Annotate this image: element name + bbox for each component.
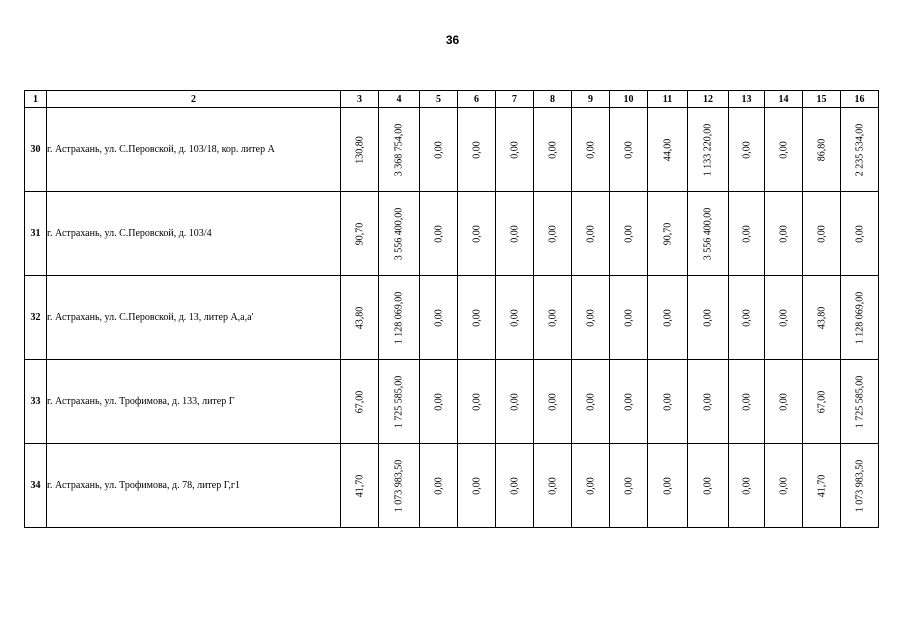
value-cell — [572, 444, 610, 528]
value-cell — [341, 444, 379, 528]
row-number: 33 — [25, 360, 47, 444]
value-text: 0,00 — [585, 140, 596, 159]
value-text: 41,70 — [816, 474, 827, 497]
value-cell — [648, 276, 688, 360]
value-cell — [765, 192, 803, 276]
value-cell — [534, 276, 572, 360]
value-text: 41,70 — [354, 474, 365, 497]
value-cell — [841, 276, 879, 360]
column-header: 13 — [729, 91, 765, 108]
value-cell — [420, 192, 458, 276]
value-cell — [420, 108, 458, 192]
value-text: 0,00 — [509, 392, 520, 411]
value-text: 0,00 — [547, 476, 558, 495]
column-header: 15 — [803, 91, 841, 108]
value-cell — [688, 360, 729, 444]
column-header: 12 — [688, 91, 729, 108]
value-cell — [379, 444, 420, 528]
value-cell — [572, 276, 610, 360]
value-text: 0,00 — [471, 392, 482, 411]
value-text: 3 368 754,00 — [393, 123, 405, 176]
value-text: 0,00 — [778, 392, 789, 411]
value-cell — [420, 444, 458, 528]
column-header: 2 — [47, 91, 341, 108]
address-cell: г. Астрахань, ул. Трофимова, д. 133, литер Г — [47, 360, 341, 444]
value-text: 1 073 983,50 — [854, 459, 865, 512]
value-text: 1 133 220,00 — [702, 123, 714, 176]
value-cell — [341, 276, 379, 360]
value-text: 0,00 — [433, 224, 444, 243]
value-cell — [765, 360, 803, 444]
value-cell — [341, 192, 379, 276]
value-text: 67,00 — [354, 390, 365, 413]
value-cell — [496, 276, 534, 360]
value-cell — [420, 360, 458, 444]
value-cell — [803, 192, 841, 276]
value-text: 3 556 400,00 — [393, 207, 405, 260]
value-cell — [496, 108, 534, 192]
value-cell — [458, 108, 496, 192]
value-cell — [458, 444, 496, 528]
row-number: 32 — [25, 276, 47, 360]
value-cell — [572, 360, 610, 444]
value-text: 0,00 — [662, 392, 673, 411]
value-cell — [648, 108, 688, 192]
value-text: 0,00 — [662, 476, 673, 495]
value-cell — [765, 444, 803, 528]
value-cell — [610, 192, 648, 276]
column-header: 10 — [610, 91, 648, 108]
value-cell — [496, 192, 534, 276]
value-text: 0,00 — [585, 224, 596, 243]
value-text: 130,80 — [354, 135, 365, 164]
value-cell — [610, 108, 648, 192]
value-text: 0,00 — [509, 140, 520, 159]
data-table — [24, 90, 879, 528]
value-cell — [648, 360, 688, 444]
value-cell — [841, 192, 879, 276]
value-text: 2 235 534,00 — [854, 123, 865, 176]
value-cell — [379, 192, 420, 276]
value-cell — [803, 444, 841, 528]
page-number: 36 — [445, 33, 460, 47]
value-cell — [648, 192, 688, 276]
column-header: 4 — [379, 91, 420, 108]
value-cell — [572, 108, 610, 192]
value-text: 90,70 — [354, 222, 365, 245]
value-text: 0,00 — [741, 224, 752, 243]
value-text: 90,70 — [662, 222, 673, 245]
value-cell — [534, 444, 572, 528]
table-row — [25, 192, 879, 276]
column-header: 5 — [420, 91, 458, 108]
value-cell — [841, 360, 879, 444]
value-text: 1 725 585,00 — [854, 375, 865, 428]
address-cell: г. Астрахань, ул. С.Перовской, д. 103/4 — [47, 192, 341, 276]
value-cell — [688, 192, 729, 276]
value-cell — [534, 192, 572, 276]
value-text: 0,00 — [509, 308, 520, 327]
header-row — [25, 91, 879, 108]
value-text: 0,00 — [547, 308, 558, 327]
value-text: 0,00 — [433, 392, 444, 411]
value-cell — [572, 192, 610, 276]
value-text: 1 128 069,00 — [854, 291, 865, 344]
value-cell — [688, 444, 729, 528]
table-row — [25, 108, 879, 192]
value-text: 0,00 — [471, 476, 482, 495]
value-text: 1 725 585,00 — [393, 375, 405, 428]
column-header: 1 — [25, 91, 47, 108]
value-text: 3 556 400,00 — [702, 207, 714, 260]
address-cell: г. Астрахань, ул. С.Перовской, д. 103/18, кор. литер А — [47, 108, 341, 192]
value-text: 44,00 — [662, 138, 673, 161]
value-text: 0,00 — [741, 392, 752, 411]
value-text: 0,00 — [816, 224, 827, 243]
value-cell — [841, 108, 879, 192]
address-cell: г. Астрахань, ул. С.Перовской, д. 13, литер А,а,а' — [47, 276, 341, 360]
value-text: 0,00 — [471, 308, 482, 327]
value-text: 0,00 — [778, 224, 789, 243]
value-text: 0,00 — [741, 140, 752, 159]
address-cell: г. Астрахань, ул. Трофимова, д. 78, литер Г,г1 — [47, 444, 341, 528]
value-cell — [379, 276, 420, 360]
value-text: 67,00 — [816, 390, 827, 413]
value-text: 0,00 — [702, 308, 714, 327]
value-cell — [496, 444, 534, 528]
value-text: 0,00 — [433, 476, 444, 495]
value-text: 0,00 — [585, 308, 596, 327]
value-cell — [841, 444, 879, 528]
value-text: 0,00 — [741, 308, 752, 327]
row-number: 30 — [25, 108, 47, 192]
column-header: 8 — [534, 91, 572, 108]
value-cell — [458, 192, 496, 276]
value-cell — [765, 276, 803, 360]
value-text: 0,00 — [471, 140, 482, 159]
value-text: 0,00 — [662, 308, 673, 327]
table-row — [25, 276, 879, 360]
value-text: 0,00 — [778, 476, 789, 495]
value-text: 0,00 — [778, 308, 789, 327]
value-text: 0,00 — [509, 224, 520, 243]
value-cell — [458, 360, 496, 444]
value-cell — [496, 360, 534, 444]
value-text: 0,00 — [623, 476, 634, 495]
column-header: 16 — [841, 91, 879, 108]
value-cell — [379, 360, 420, 444]
value-cell — [420, 276, 458, 360]
value-text: 0,00 — [623, 308, 634, 327]
value-cell — [803, 360, 841, 444]
value-cell — [648, 444, 688, 528]
value-text: 0,00 — [547, 140, 558, 159]
value-text: 0,00 — [623, 392, 634, 411]
value-text: 0,00 — [702, 392, 714, 411]
value-cell — [534, 108, 572, 192]
column-header: 9 — [572, 91, 610, 108]
value-text: 0,00 — [854, 224, 865, 243]
value-text: 0,00 — [623, 140, 634, 159]
column-header: 3 — [341, 91, 379, 108]
value-text: 0,00 — [585, 476, 596, 495]
value-cell — [729, 192, 765, 276]
value-cell — [610, 360, 648, 444]
value-text: 0,00 — [433, 140, 444, 159]
table-row — [25, 360, 879, 444]
value-text: 0,00 — [547, 224, 558, 243]
value-text: 0,00 — [778, 140, 789, 159]
value-text: 86,80 — [816, 138, 827, 161]
value-cell — [610, 276, 648, 360]
value-cell — [610, 444, 648, 528]
row-number: 34 — [25, 444, 47, 528]
value-text: 0,00 — [547, 392, 558, 411]
value-cell — [803, 276, 841, 360]
column-header: 6 — [458, 91, 496, 108]
value-cell — [729, 108, 765, 192]
value-text: 0,00 — [509, 476, 520, 495]
value-cell — [341, 360, 379, 444]
value-cell — [729, 276, 765, 360]
value-text: 0,00 — [623, 224, 634, 243]
value-cell — [341, 108, 379, 192]
value-cell — [688, 108, 729, 192]
column-header: 14 — [765, 91, 803, 108]
value-cell — [458, 276, 496, 360]
value-text: 43,80 — [816, 306, 827, 329]
value-cell — [379, 108, 420, 192]
column-header: 7 — [496, 91, 534, 108]
value-cell — [688, 276, 729, 360]
value-cell — [729, 444, 765, 528]
value-text: 0,00 — [585, 392, 596, 411]
value-text: 1 128 069,00 — [393, 291, 405, 344]
column-header: 11 — [648, 91, 688, 108]
value-text: 43,80 — [354, 306, 365, 329]
value-cell — [729, 360, 765, 444]
value-text: 1 073 983,50 — [393, 459, 405, 512]
row-number: 31 — [25, 192, 47, 276]
table-row — [25, 444, 879, 528]
value-cell — [803, 108, 841, 192]
value-cell — [534, 360, 572, 444]
value-text: 0,00 — [471, 224, 482, 243]
value-text: 0,00 — [433, 308, 444, 327]
value-text: 0,00 — [702, 476, 714, 495]
value-cell — [765, 108, 803, 192]
value-text: 0,00 — [741, 476, 752, 495]
